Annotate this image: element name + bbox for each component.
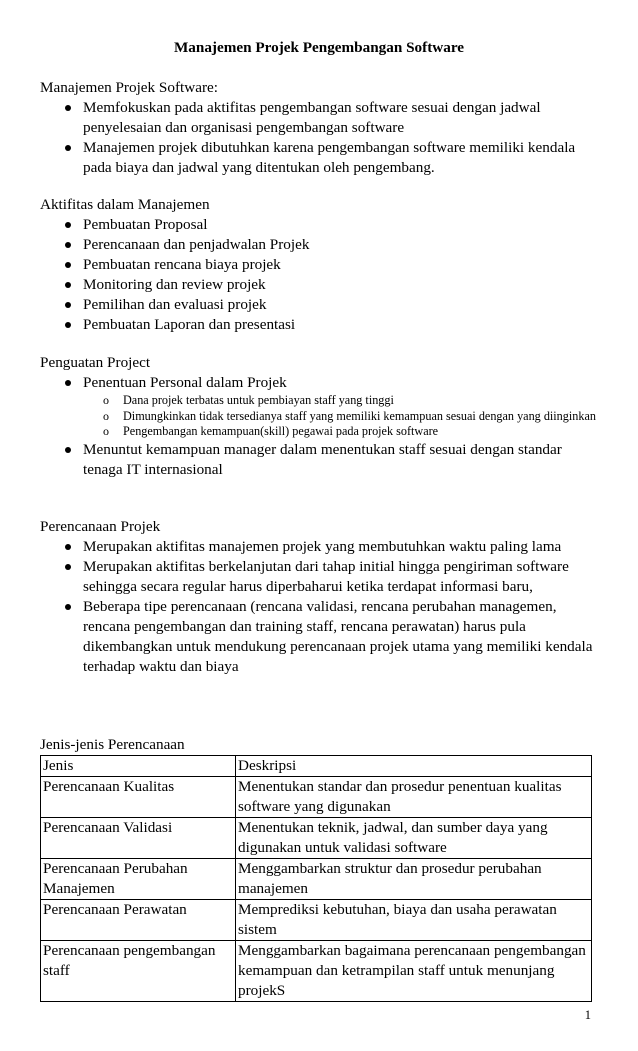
list-item: Perencanaan dan penjadwalan Projek bbox=[40, 235, 600, 255]
bullet-list bbox=[40, 215, 600, 335]
table-cell-deskripsi: Menggambarkan struktur dan prosedur perubahan manajemen bbox=[236, 859, 592, 900]
table-cell-jenis: Perencanaan Validasi bbox=[41, 818, 236, 859]
list-item: Beberapa tipe perencanaan (rencana validasi, rencana perubahan managemen, rencana pengembangan dan training staff, rencana perawatan) harus pula dikembangkan untuk mendukung perencanaan projek utama yang memiliki kendala terhadap waktu dan biaya bbox=[40, 597, 600, 677]
section-heading: Perencanaan Projek bbox=[40, 518, 161, 535]
section-heading: Aktifitas dalam Manajemen bbox=[40, 196, 210, 213]
section-aktifitas bbox=[40, 195, 600, 335]
list-item: Pemilihan dan evaluasi projek bbox=[40, 295, 600, 315]
table-cell-deskripsi: Menggambarkan bagaimana perencanaan pengembangan kemampuan dan ketrampilan staff untuk menunjang projekS bbox=[236, 941, 592, 1002]
section-penguatan bbox=[40, 353, 600, 480]
list-item: Merupakan aktifitas manajemen projek yang membutuhkan waktu paling lama bbox=[40, 537, 600, 557]
table-row bbox=[41, 777, 592, 818]
list-item: Memfokuskan pada aktifitas pengembangan software sesuai dengan jadwal penyelesaian dan organisasi pengembangan software bbox=[40, 98, 600, 138]
list-item: Manajemen projek dibutuhkan karena pengembangan software memiliki kendala pada biaya dan jadwal yang ditentukan oleh pengembang. bbox=[40, 138, 600, 178]
table-cell-deskripsi: Memprediksi kebutuhan, biaya dan usaha perawatan sistem bbox=[236, 900, 592, 941]
table-cell-jenis: Perencanaan pengembangan staff bbox=[41, 941, 236, 1002]
list-item: Pembuatan Proposal bbox=[40, 215, 600, 235]
bullet-list bbox=[40, 373, 600, 480]
table-cell-jenis: Perencanaan Perawatan bbox=[41, 900, 236, 941]
table-row bbox=[41, 941, 592, 1002]
page-number: 1 bbox=[584, 1008, 591, 1022]
list-item: Merupakan aktifitas berkelanjutan dari tahap initial hingga pengiriman software sehingga secara regular harus diperbaharui ketika terdapat informasi baru, bbox=[40, 557, 600, 597]
section-perencanaan bbox=[40, 517, 600, 677]
table-header-cell: Jenis bbox=[41, 756, 236, 777]
section-heading: Penguatan Project bbox=[40, 354, 151, 371]
list-item: Pembuatan Laporan dan presentasi bbox=[40, 315, 600, 335]
section-manajemen bbox=[40, 78, 600, 178]
list-item: Menuntut kemampuan manager dalam menentukan staff sesuai dengan standar tenaga IT internasional bbox=[40, 440, 600, 480]
table-cell-deskripsi: Menentukan teknik, jadwal, dan sumber daya yang digunakan untuk validasi software bbox=[236, 818, 592, 859]
list-item-text: Penentuan Personal dalam Projek bbox=[83, 374, 287, 391]
table-row bbox=[41, 818, 592, 859]
table-header-row bbox=[41, 756, 592, 777]
table-row bbox=[41, 900, 592, 941]
sub-list-item: o Dana projek terbatas untuk pembiayan staff yang tinggi bbox=[83, 393, 600, 409]
table-row bbox=[41, 859, 592, 900]
planning-table bbox=[40, 755, 592, 1002]
bullet-list bbox=[40, 98, 600, 178]
sub-list-item: o Pengembangan kemampuan(skill) pegawai pada projek software bbox=[83, 424, 600, 440]
list-item: Monitoring dan review projek bbox=[40, 275, 600, 295]
bullet-list bbox=[40, 537, 600, 677]
sub-list-item: o Dimungkinkan tidak tersedianya staff yang memiliki kemampuan sesuai dengan yang diinginkan bbox=[83, 409, 600, 425]
document-title: Manajemen Projek Pengembangan Software bbox=[173, 39, 465, 56]
table-header-cell: Deskripsi bbox=[236, 756, 592, 777]
list-item: Pembuatan rencana biaya projek bbox=[40, 255, 600, 275]
table-cell-jenis: Perencanaan Kualitas bbox=[41, 777, 236, 818]
sub-bullet-list bbox=[83, 393, 600, 440]
table-cell-jenis: Perencanaan Perubahan Manajemen bbox=[41, 859, 236, 900]
table-cell-deskripsi: Menentukan standar dan prosedur penentuan kualitas software yang digunakan bbox=[236, 777, 592, 818]
section-heading: Manajemen Projek Software: bbox=[40, 79, 218, 96]
table-caption: Jenis-jenis Perencanaan bbox=[40, 736, 185, 753]
list-item bbox=[40, 373, 600, 440]
